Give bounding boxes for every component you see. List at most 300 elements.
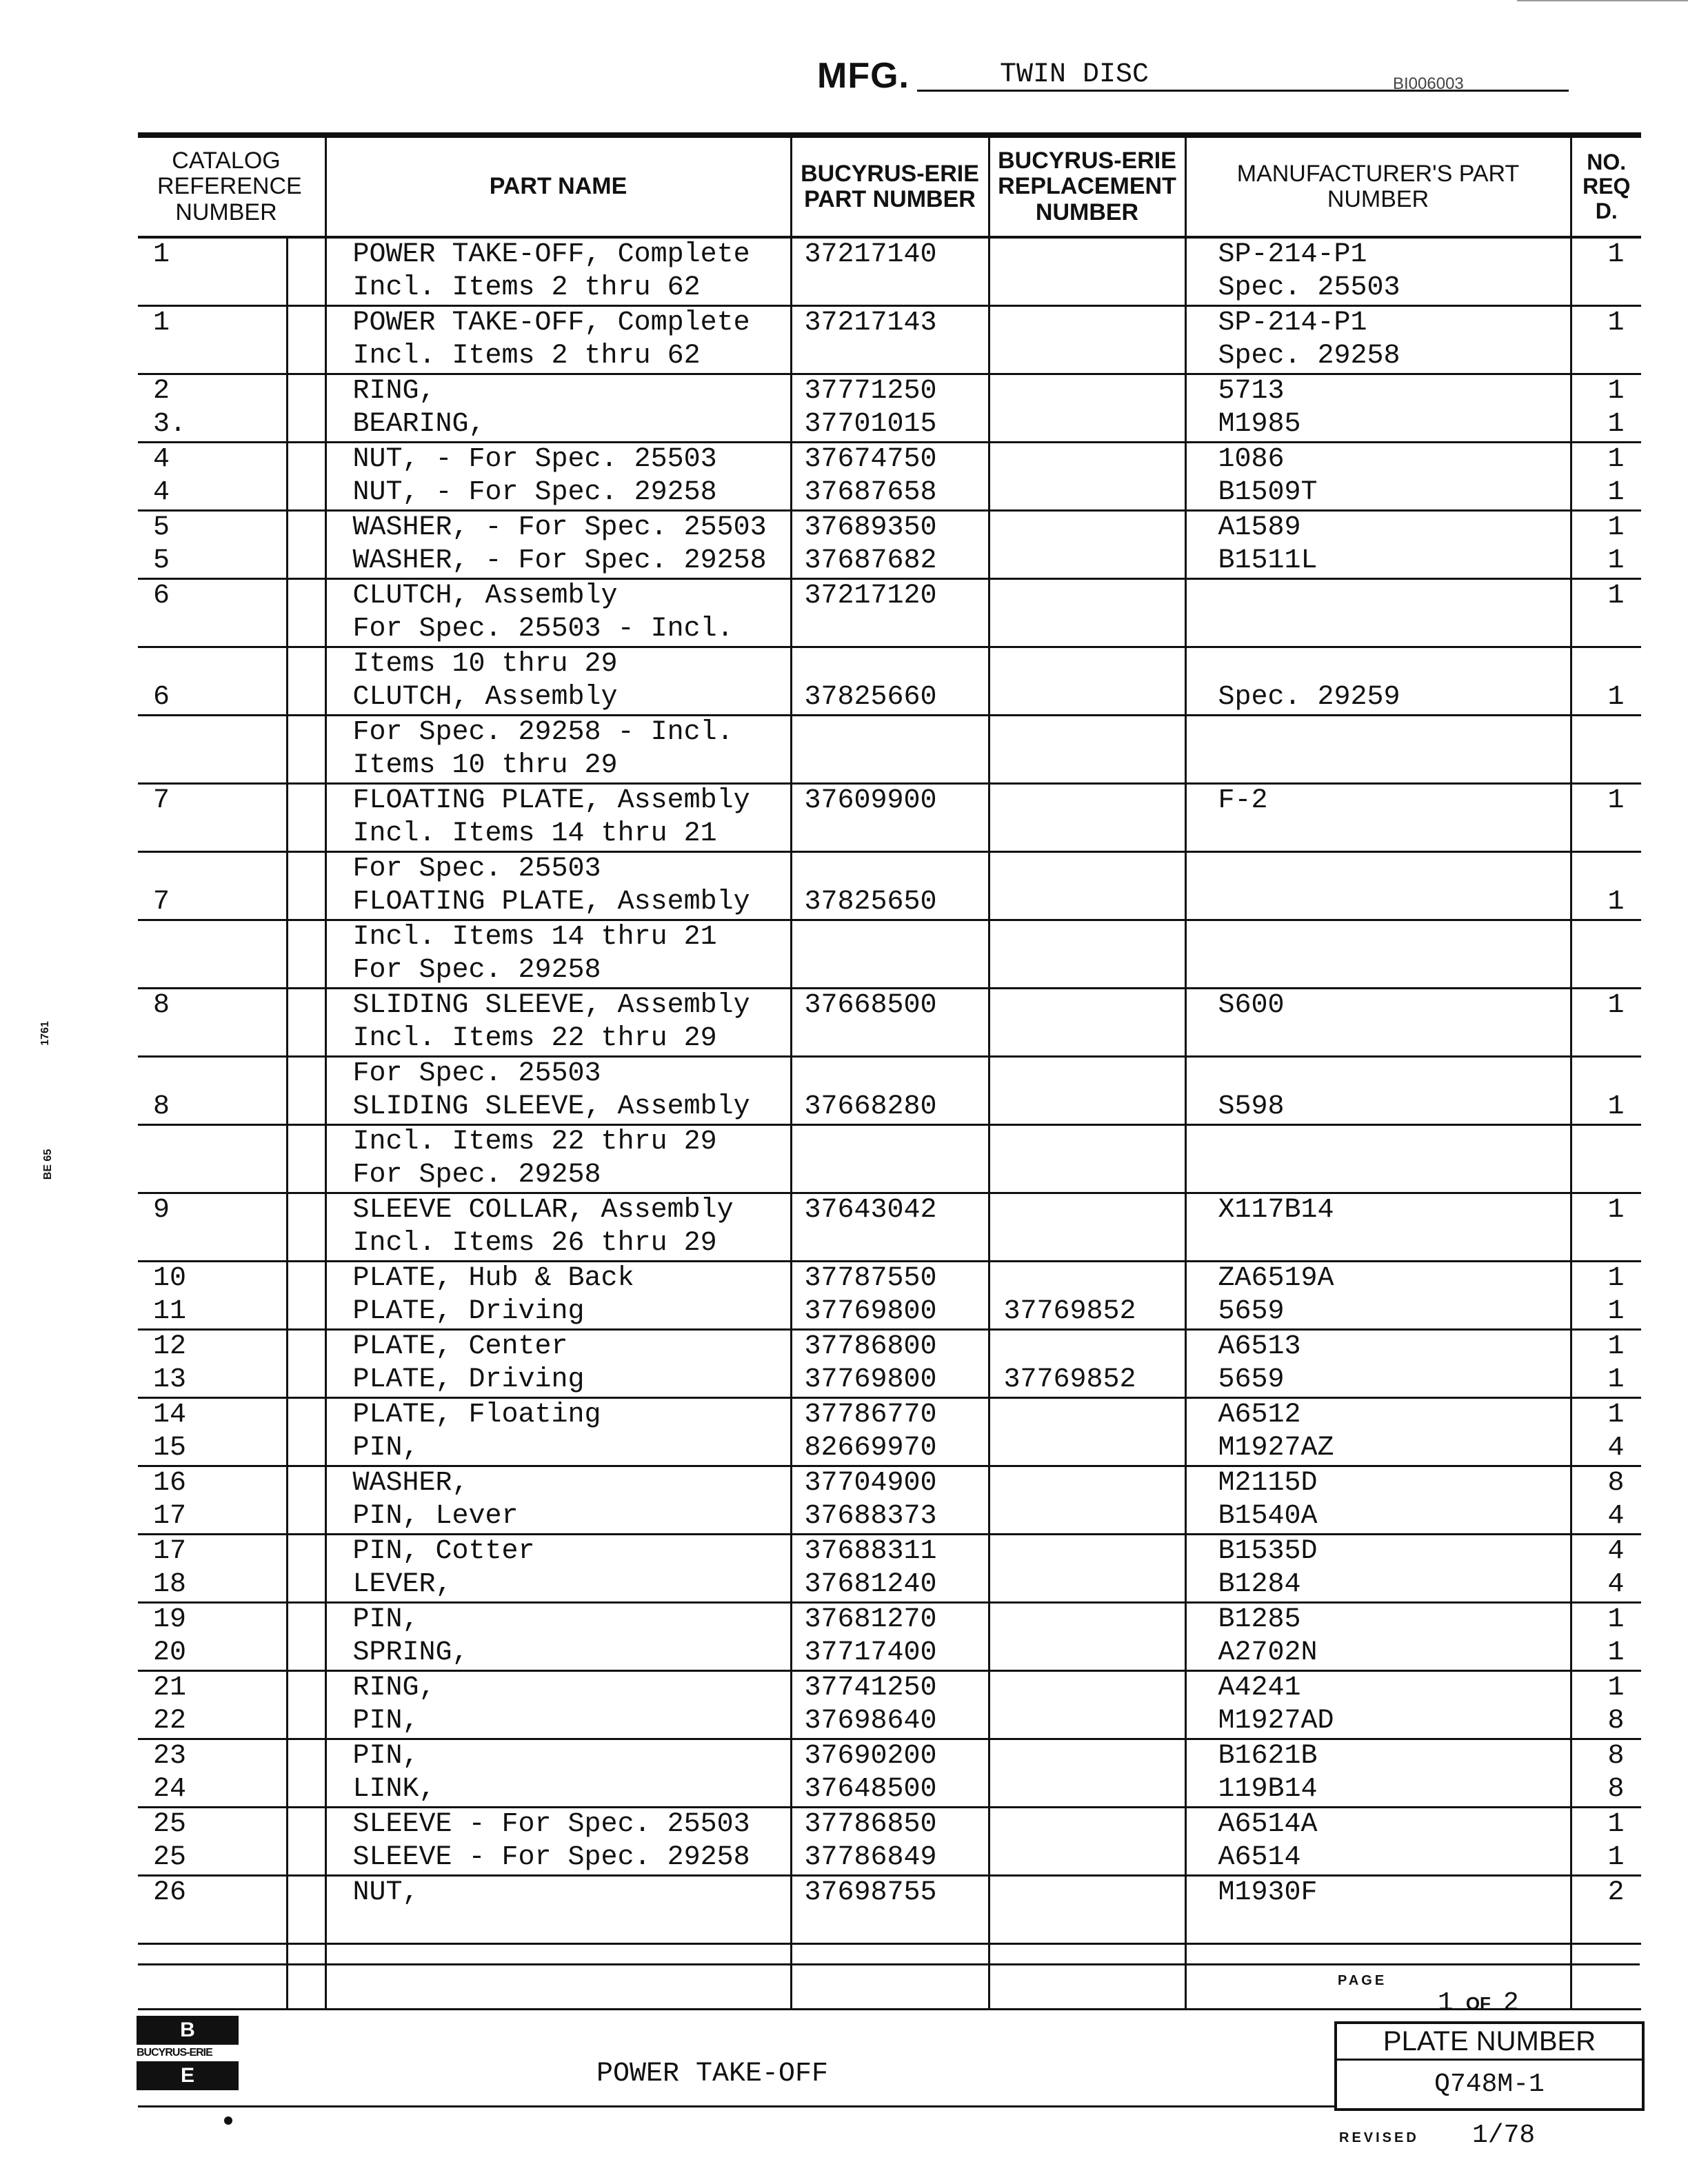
mfr-part-number-line [1187,1227,1570,1260]
part-name-line: WASHER, - For Spec. 29258 [352,545,767,576]
be-part-number-line [792,272,988,305]
be-part-number-line: 37609900 [804,785,937,816]
be-part-number-line [792,1058,988,1091]
catalog-ref-line: 12 [153,1331,187,1362]
be-part-number-cell [791,306,989,374]
part-name-line: PIN, Cotter [352,1536,535,1567]
mfr-part-number-line [1187,1126,1570,1159]
mfr-part-number-cell [1185,716,1571,784]
mfr-part-number-cell [1185,989,1571,1057]
sub-column-line [288,749,325,782]
replacement-number-cell [989,1671,1185,1739]
part-name-line: PIN, [352,1433,419,1464]
header-part-name: PART NAME [325,135,791,237]
be-part-number-line [792,921,988,954]
be-part-number-line: 37786800 [804,1331,937,1362]
mfr-part-number-line: A2702N [1218,1637,1318,1668]
sub-column-cell [287,1671,325,1739]
part-name-line: Incl. Items 26 thru 29 [352,1228,717,1259]
mfr-part-number-cell [1185,1535,1571,1603]
be-part-number-line: 37681270 [804,1604,937,1635]
quantity-line: 1 [1607,1331,1625,1362]
sub-column-cell [287,1603,325,1671]
part-name-cell [325,1535,791,1603]
bucyrus-erie-logo [137,2016,239,2090]
replacement-number-cell [989,1466,1185,1535]
part-name-line: FLOATING PLATE, Assembly [352,887,750,918]
part-name-cell [325,306,791,374]
mfg-label: MFG. [817,56,910,96]
sub-column-line [288,512,325,545]
table-header [138,135,1641,237]
replacement-number-line [990,1637,1185,1670]
part-name-line: FLOATING PLATE, Assembly [352,785,750,816]
mfr-part-number-line: ZA6519A [1218,1263,1334,1294]
replacement-number-line [990,239,1185,272]
quantity-line [1572,921,1642,954]
page-current: 1 [1438,1988,1454,2018]
sub-column-cell [287,511,325,579]
catalog-ref-cell [138,1057,287,1125]
quantity-cell [1571,784,1641,852]
part-name-line: Incl. Items 2 thru 62 [352,272,701,303]
blank-cell [791,1944,989,2010]
mfr-part-number-line: B1540A [1218,1501,1318,1532]
part-name-line: RING, [352,376,436,407]
catalog-ref-line [138,613,286,646]
part-name-cell [325,1876,791,1944]
part-name-line: For Spec. 29258 [352,1160,601,1191]
part-name-line: WASHER, - For Spec. 25503 [352,512,767,543]
part-name-line: SLIDING SLEEVE, Assembly [352,1091,750,1122]
quantity-line: 1 [1607,682,1625,713]
quantity-cell [1571,1262,1641,1330]
sub-column-line [288,307,325,340]
catalog-ref-line [138,921,286,954]
part-name-line: PLATE, Driving [352,1364,585,1395]
quantity-line: 1 [1607,887,1625,918]
replacement-number-line [990,1399,1185,1432]
catalog-ref-line [138,648,286,681]
footer-bottom-rule [138,2105,1335,2107]
mfr-part-number-line: Spec. 29259 [1218,682,1400,713]
sub-column-line [288,886,325,919]
mfr-part-number-cell [1185,1330,1571,1398]
mfr-part-number-cell [1185,1603,1571,1671]
catalog-ref-line: 6 [153,580,170,611]
be-part-number-cell [791,1262,989,1330]
be-part-number-line: 37643042 [804,1195,937,1226]
catalog-ref-line: 25 [153,1809,187,1840]
catalog-ref-line [138,1159,286,1192]
catalog-ref-line [138,1227,286,1260]
catalog-ref-cell [138,374,287,443]
catalog-ref-line: 26 [153,1877,187,1908]
sub-column-line [288,1808,325,1841]
catalog-ref-cell [138,1262,287,1330]
quantity-cell [1571,1193,1641,1262]
replacement-number-line [990,1773,1185,1806]
quantity-cell [1571,579,1641,647]
be-part-number-line: 37786770 [804,1399,937,1430]
mfr-part-number-line: B1509T [1218,477,1318,508]
mfr-part-number-line [1187,818,1570,851]
quantity-line: 1 [1607,239,1625,270]
mfr-part-number-cell [1185,920,1571,989]
replacement-number-cell [989,989,1185,1057]
quantity-cell [1571,1057,1641,1125]
replacement-number-cell [989,1398,1185,1466]
quantity-line [1572,716,1642,749]
replacement-number-line [990,512,1185,545]
mfr-part-number-line [1187,853,1570,886]
part-name-line: PIN, Lever [352,1501,519,1532]
catalog-ref-cell [138,1876,287,1944]
header-manufacturer-part-number: MANUFACTURER'S PART NUMBER [1185,135,1571,237]
quantity-cell [1571,1603,1641,1671]
part-name-cell [325,989,791,1057]
mfr-part-number-line [1187,1058,1570,1091]
blank-cell [325,1944,791,2010]
part-name-line: BEARING, [352,409,485,440]
quantity-line: 1 [1607,307,1625,338]
mfr-part-number-line: 5659 [1218,1296,1285,1327]
catalog-ref-line [138,340,286,373]
quantity-line: 1 [1607,545,1625,576]
mfr-part-number-cell [1185,1808,1571,1876]
mfr-part-number-line: SP-214-P1 [1218,239,1367,270]
sub-column-line [288,1910,325,1943]
part-name-line: LINK, [352,1774,436,1805]
mfr-part-number-line: SP-214-P1 [1218,307,1367,338]
table-row [138,1603,1641,1671]
replacement-number-line [990,1568,1185,1601]
mfr-part-number-line: A6514A [1218,1809,1318,1840]
catalog-ref-line: 17 [153,1536,187,1567]
catalog-ref-line [138,853,286,886]
mfr-part-number-line [1187,1159,1570,1192]
quantity-line: 4 [1607,1501,1625,1532]
sub-column-cell [287,647,325,716]
sub-column-line [288,1126,325,1159]
quantity-line: 8 [1607,1774,1625,1805]
catalog-ref-cell [138,579,287,647]
catalog-ref-cell [138,1671,287,1739]
catalog-ref-line: 5 [153,512,170,543]
sub-column-line [288,716,325,749]
mfr-part-number-line: A4241 [1218,1672,1301,1703]
replacement-number-line [990,1022,1185,1055]
part-name-line: Incl. Items 14 thru 21 [352,818,717,849]
be-part-number-line: 37825660 [804,682,937,713]
replacement-number-line: 37769852 [1003,1296,1136,1327]
mfr-part-number-line: B1535D [1218,1536,1318,1567]
part-name-line: LEVER, [352,1569,452,1600]
revised-label: REVISED [1339,2130,1419,2145]
be-part-number-line: 82669970 [804,1433,937,1464]
mfr-part-number-line: Spec. 25503 [1218,272,1400,303]
sub-column-line [288,954,325,987]
sub-column-line [288,476,325,509]
part-name-line [327,1910,790,1943]
mfr-part-number-line [1187,580,1570,613]
sub-column-line [288,1841,325,1874]
be-part-number-line: 37701015 [804,409,937,440]
table-row [138,1671,1641,1739]
be-part-number-cell [791,920,989,989]
catalog-ref-line [138,1910,286,1943]
table-row [138,1535,1641,1603]
quantity-line: 1 [1607,1637,1625,1668]
mfr-part-number-line: M1927AD [1218,1706,1334,1737]
part-name-line: PLATE, Driving [352,1296,585,1327]
catalog-ref-cell [138,237,287,306]
sub-column-line [288,1568,325,1601]
quantity-cell [1571,1330,1641,1398]
quantity-line [1572,1159,1642,1192]
table-row [138,852,1641,920]
replacement-number-cell [989,1330,1185,1398]
footer-rule [138,1963,1640,1965]
mfr-part-number-line: 5713 [1218,376,1285,407]
mfr-part-number-line: B1621B [1218,1741,1318,1772]
replacement-number-line [990,1194,1185,1227]
part-name-line: RING, [352,1672,436,1703]
corner-rule [1517,0,1688,1]
part-name-line: Incl. Items 22 thru 29 [352,1126,717,1157]
part-name-line: For Spec. 25503 - Incl. [352,614,734,645]
replacement-number-line [990,749,1185,782]
quantity-cell [1571,989,1641,1057]
replacement-number-line [990,443,1185,476]
sub-column-line [288,340,325,373]
mfr-part-number-line: A6514 [1218,1842,1301,1873]
blank-cell [1571,1944,1641,2010]
table-row [138,1057,1641,1125]
be-part-number-line [792,1159,988,1192]
catalog-ref-cell [138,1808,287,1876]
plate-number-label: PLATE NUMBER [1337,2024,1642,2061]
replacement-number-line [990,1910,1185,1943]
quantity-line: 2 [1607,1877,1625,1908]
sub-column-line [288,1432,325,1465]
replacement-number-line [990,1705,1185,1738]
be-part-number-cell [791,647,989,716]
be-part-number-line [792,818,988,851]
sub-column-cell [287,1739,325,1808]
header-be-replacement-number: BUCYRUS-ERIE REPLACEMENT NUMBER [989,135,1185,237]
mfr-part-number-line: B1284 [1218,1569,1301,1600]
replacement-number-line [990,408,1185,441]
quantity-line: 1 [1607,990,1625,1021]
sub-column-line [288,443,325,476]
table-row [138,1739,1641,1808]
be-part-number-cell [791,716,989,784]
be-part-number-line: 37786850 [804,1809,937,1840]
replacement-number-line [990,648,1185,681]
mfr-part-number-line: A1589 [1218,512,1301,543]
replacement-number-cell [989,1057,1185,1125]
header-catalog-ref: CATALOG REFERENCE NUMBER [138,135,325,237]
part-name-cell [325,647,791,716]
replacement-number-line [990,1841,1185,1874]
replacement-number-line [990,613,1185,646]
quantity-line [1572,1022,1642,1055]
replacement-number-cell [989,1262,1185,1330]
sub-column-line [288,648,325,681]
part-name-cell [325,1739,791,1808]
sub-column-line [288,1058,325,1091]
catalog-ref-line: 21 [153,1672,187,1703]
be-part-number-cell [791,1466,989,1535]
part-name-cell [325,511,791,579]
mfr-part-number-cell [1185,852,1571,920]
mfr-part-number-cell [1185,1466,1571,1535]
sub-column-line [288,580,325,613]
replacement-number-cell [989,511,1185,579]
replacement-number-cell [989,852,1185,920]
replacement-number-line [990,1604,1185,1637]
catalog-ref-line: 2 [153,376,170,407]
sub-column-line [288,1091,325,1124]
part-name-line: PLATE, Floating [352,1399,601,1430]
part-name-line: PLATE, Hub & Back [352,1263,634,1294]
quantity-line: 1 [1607,444,1625,475]
catalog-ref-cell [138,989,287,1057]
replacement-number-cell [989,784,1185,852]
sub-column-cell [287,374,325,443]
part-name-line: Incl. Items 22 thru 29 [352,1023,717,1054]
catalog-ref-line: 22 [153,1706,187,1737]
be-part-number-line [792,716,988,749]
header-be-part-number: BUCYRUS-ERIE PART NUMBER [791,135,989,237]
part-name-line: SLEEVE - For Spec. 29258 [352,1842,750,1873]
revised-date: 1/78 [1472,2121,1536,2150]
mfr-part-number-line [1187,613,1570,646]
part-name-line: For Spec. 25503 [352,853,601,884]
replacement-number-line [990,954,1185,987]
be-part-number-cell [791,1671,989,1739]
sub-column-cell [287,1876,325,1944]
sub-column-cell [287,1398,325,1466]
sub-column-line [288,1500,325,1533]
replacement-number-line [990,1091,1185,1124]
plate-number: Q748M-1 [1434,2070,1545,2099]
catalog-ref-line [138,749,286,782]
sub-column-line [288,239,325,272]
be-part-number-cell [791,1057,989,1125]
logo-text: BUCYRUS-ERIE [137,2047,212,2059]
catalog-ref-line: 10 [153,1263,187,1294]
be-part-number-cell [791,1535,989,1603]
part-name-line: PLATE, Center [352,1331,568,1362]
catalog-ref-cell [138,1330,287,1398]
quantity-line: 1 [1607,580,1625,611]
mfr-part-number-line: 1086 [1218,444,1285,475]
quantity-cell [1571,1398,1641,1466]
sub-column-cell [287,1193,325,1262]
be-part-number-cell [791,1603,989,1671]
quantity-line [1572,954,1642,987]
quantity-cell [1571,443,1641,511]
be-part-number-cell [791,1193,989,1262]
blank-cell [989,1944,1185,2010]
quantity-cell [1571,1876,1641,1944]
catalog-ref-cell [138,920,287,989]
replacement-number-cell [989,1808,1185,1876]
page-count [1438,1988,1519,2018]
replacement-number-line [990,1877,1185,1910]
sub-column-line [288,681,325,714]
quantity-line: 1 [1607,1809,1625,1840]
mfr-part-number-cell [1185,306,1571,374]
table-row [138,784,1641,852]
part-name-cell [325,852,791,920]
catalog-ref-cell [138,1193,287,1262]
table-row [138,1262,1641,1330]
sub-column-cell [287,1057,325,1125]
quantity-line: 1 [1607,376,1625,407]
catalog-ref-line: 18 [153,1569,187,1600]
catalog-ref-line: 16 [153,1468,187,1499]
document-code: BI006003 [1393,74,1464,93]
replacement-number-line [990,1126,1185,1159]
mfr-part-number-cell [1185,1262,1571,1330]
catalog-ref-cell [138,511,287,579]
replacement-number-line [990,545,1185,578]
blank-cell [138,1944,287,2010]
quantity-line: 1 [1607,1296,1625,1327]
sub-column-line [288,1227,325,1260]
sub-column-line [288,545,325,578]
be-part-number-line: 37687682 [804,545,937,576]
part-name-line: For Spec. 29258 - Incl. [352,717,734,748]
quantity-cell [1571,1808,1641,1876]
be-part-number-line: 37690200 [804,1741,937,1772]
mfr-part-number-line: A6513 [1218,1331,1301,1362]
be-part-number-cell [791,237,989,306]
replacement-number-line [990,1808,1185,1841]
quantity-line [1572,272,1642,305]
be-part-number-line: 37648500 [804,1774,937,1805]
sub-column-line [288,818,325,851]
be-part-number-line [792,1126,988,1159]
be-part-number-line: 37687658 [804,477,937,508]
mfr-part-number-line [1187,749,1570,782]
mfr-part-number-line: X117B14 [1218,1195,1334,1226]
be-part-number-cell [791,443,989,511]
table-row [138,1876,1641,1944]
part-name-line: CLUTCH, Assembly [352,580,618,611]
catalog-ref-line [138,716,286,749]
sub-column-cell [287,784,325,852]
mfr-part-number-cell [1185,1398,1571,1466]
table-row [138,1193,1641,1262]
sub-column-cell [287,306,325,374]
catalog-ref-cell [138,1535,287,1603]
replacement-number-line [990,272,1185,305]
catalog-ref-line: 7 [153,785,170,816]
replacement-number-line [990,1672,1185,1705]
quantity-line: 1 [1607,512,1625,543]
part-name-cell [325,784,791,852]
sub-column-line [288,989,325,1022]
quantity-cell [1571,920,1641,989]
mfr-part-number-line: Spec. 29258 [1218,341,1400,372]
be-part-number-line: 37698640 [804,1706,937,1737]
sub-column-cell [287,716,325,784]
catalog-ref-line: 20 [153,1637,187,1668]
